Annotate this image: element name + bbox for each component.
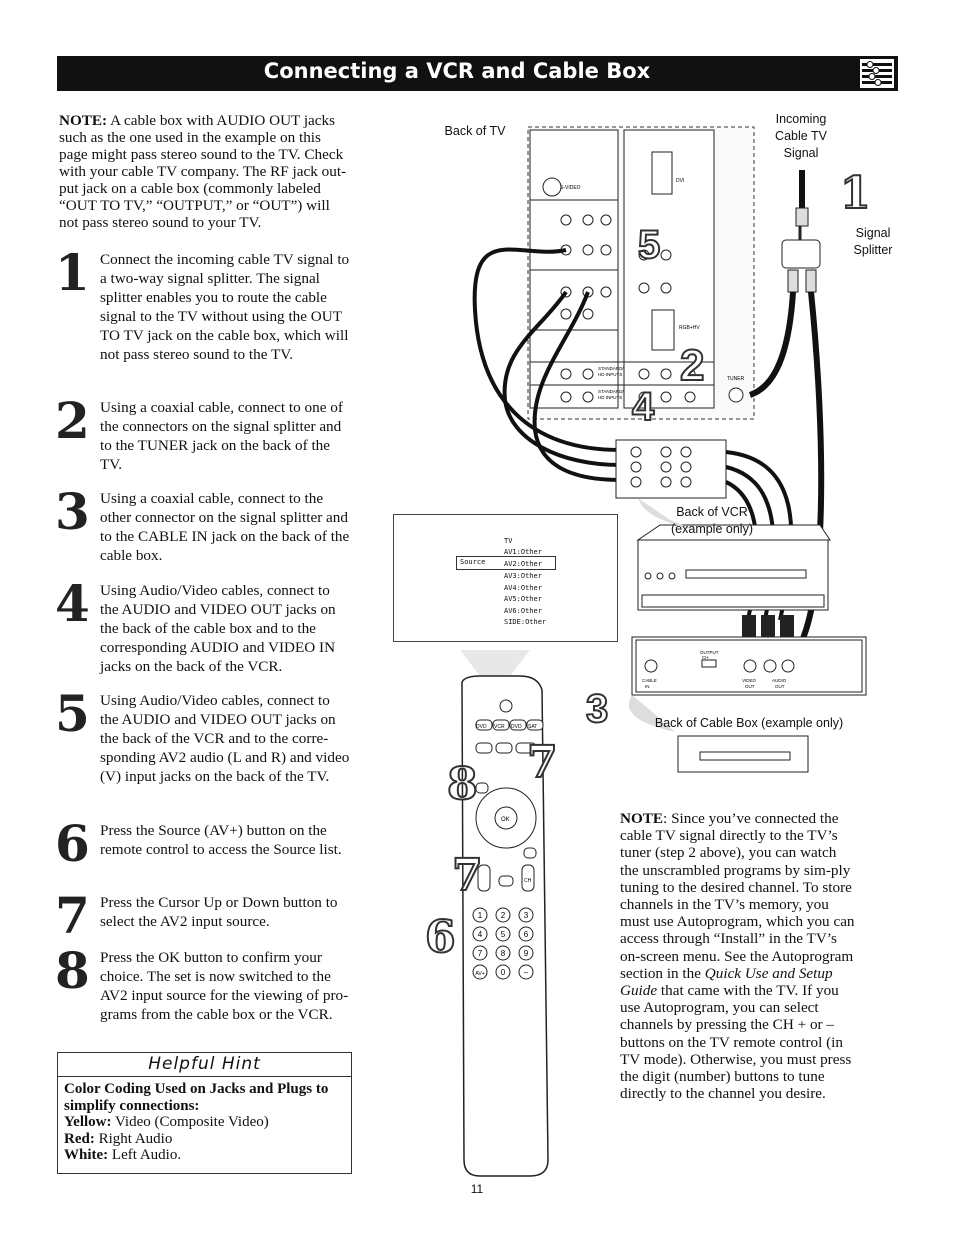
- keypad-label: 0: [500, 968, 506, 977]
- hint-value: Video (Composite Video): [114, 1114, 269, 1130]
- keypad-button-3[interactable]: [519, 908, 533, 922]
- svg-text:AUDIO: AUDIO: [772, 678, 787, 683]
- hint-key: White:: [64, 1147, 109, 1163]
- keypad-label: 1: [477, 911, 483, 920]
- callout-1: 1: [840, 168, 871, 219]
- keypad-label: 7: [477, 949, 483, 958]
- source-item[interactable]: AV5:Other: [504, 595, 542, 603]
- svg-text:OUT: OUT: [745, 684, 755, 689]
- keypad-label: 8: [500, 949, 506, 958]
- step-number: 5: [55, 684, 90, 743]
- keypad-button-av-plus[interactable]: [473, 965, 487, 979]
- back-of-cable-box-label: Back of Cable Box (example only): [654, 716, 844, 730]
- note-text: A cable box with AUDIO OUT jacks such as the one used in the example on this page might pass stereo sound to the TV. Check with your cable TV company. The RF jack out-put jack on a cable box (commonly labeled “OUT TO TV,” “OUTPUT,” or “OUT”) will not pass stereo sound to your TV.: [59, 112, 347, 231]
- keypad-button-1[interactable]: [473, 908, 487, 922]
- keypad-label: 4: [477, 930, 483, 939]
- svg-text:DVI: DVI: [676, 178, 685, 184]
- keypad-label: –: [523, 968, 529, 977]
- callout-8: 8: [447, 759, 478, 810]
- svg-text:VCR: VCR: [494, 724, 505, 730]
- intro-note: [59, 112, 347, 231]
- back-of-tv-label: Back of TV: [444, 124, 506, 138]
- cable-connector-icon: [860, 59, 894, 88]
- keypad-label: 9: [523, 949, 529, 958]
- svg-text:OUT: OUT: [775, 684, 785, 689]
- step-number: 1: [55, 243, 90, 302]
- hint-key: Red:: [64, 1130, 95, 1147]
- remote-keypad: [470, 903, 542, 1003]
- step-text: Using a coaxial cable, connect to one of the connectors on the signal splitter and to the TUNER jack on the back of the TV.: [100, 399, 343, 473]
- callout-7-lower: 7: [452, 850, 483, 901]
- note-label: NOTE:: [59, 112, 108, 129]
- source-item[interactable]: SIDE:Other: [504, 618, 547, 626]
- autoprogram-note: [620, 810, 856, 1102]
- svg-text:CABLE: CABLE: [642, 678, 657, 683]
- step-text: Press the Source (AV+) button on the remote control to access the Source list.: [100, 822, 342, 858]
- svg-text:RGB+HV: RGB+HV: [679, 325, 700, 331]
- s-video-jack: [543, 178, 561, 196]
- source-menu-label: Source: [460, 558, 486, 566]
- step-number: 3: [55, 482, 90, 541]
- hint-value: Left Audio.: [111, 1147, 182, 1163]
- step-text: Press the Cursor Up or Down button to select the AV2 input source.: [100, 894, 338, 930]
- note2-guide-title: Quick Use and Setup Guide: [620, 964, 833, 1000]
- rgb-hv-jack: [652, 310, 674, 350]
- keypad-button-9[interactable]: [519, 946, 533, 960]
- menu-button: [524, 848, 536, 858]
- keypad-button-5[interactable]: [496, 927, 510, 941]
- callout-2: 2: [680, 341, 705, 390]
- signal-splitter-label: Signal Splitter: [853, 226, 893, 257]
- source-item[interactable]: AV4:Other: [504, 584, 542, 592]
- coax-cable-to-tv: [750, 292, 793, 395]
- step-number: 8: [55, 941, 90, 1000]
- step-text: Connect the incoming cable TV signal to a two-way signal splitter. The signal splitter enables you to route the cable signal to the TV without using the OUT TO TV jack on the cable box, which will not pass stereo sound to the TV.: [100, 251, 350, 363]
- step-number: 2: [55, 391, 90, 450]
- page-number: 11: [470, 1182, 484, 1196]
- mute-button: [499, 876, 513, 886]
- power-button: [500, 700, 512, 712]
- keypad-label: 2: [500, 911, 506, 920]
- keypad-button-6[interactable]: [519, 927, 533, 941]
- callout-5: 5: [638, 223, 661, 267]
- step-number: 6: [55, 814, 90, 873]
- step-number: 4: [55, 574, 90, 633]
- hint-value: Right Audio: [98, 1130, 173, 1147]
- incoming-signal-label: Incoming Cable TV Signal: [775, 112, 827, 160]
- keypad-button-4[interactable]: [473, 927, 487, 941]
- svg-text:DVD: DVD: [511, 724, 522, 730]
- step-text: Using Audio/Video cables, connect to the AUDIO and VIDEO OUT jacks on the back of the cable box and to the corresponding AUDIO and VIDEO IN jacks on the back of the VCR.: [100, 582, 336, 675]
- note2-label: NOTE: [620, 810, 664, 827]
- signal-splitter: [782, 240, 820, 268]
- source-item[interactable]: AV3:Other: [504, 572, 542, 580]
- callout-4: 4: [632, 385, 655, 429]
- svg-text:STANDARD/: STANDARD/: [598, 366, 624, 371]
- step-text: Using Audio/Video cables, connect to the AUDIO and VIDEO OUT jacks on the back of the VCR and to the corre-sponding AV2 audio (L and R) and video (V) input jacks on the back of the TV.: [100, 692, 350, 785]
- hint-lead: Color Coding Used on Jacks and Plugs to simplify connections:: [64, 1081, 329, 1114]
- svg-text:HD INPUTS: HD INPUTS: [598, 395, 623, 400]
- callout-6: 6: [425, 912, 456, 963]
- svg-text:CH: CH: [702, 655, 709, 660]
- svg-text:OUTPUT: OUTPUT: [700, 650, 719, 655]
- svg-text:TUNER: TUNER: [727, 376, 745, 382]
- keypad-button-7[interactable]: [473, 946, 487, 960]
- svg-text:HD INPUTS: HD INPUTS: [598, 372, 623, 377]
- dvi-jack: [652, 152, 672, 194]
- callout-3: 3: [586, 687, 609, 731]
- keypad-button-8[interactable]: [496, 946, 510, 960]
- page-title: Connecting a VCR and Cable Box: [263, 59, 651, 83]
- source-menu-screen: [393, 514, 618, 642]
- keypad-button-0[interactable]: [496, 965, 510, 979]
- keypad-label: 3: [523, 911, 529, 920]
- svg-text:IN: IN: [645, 684, 650, 689]
- hint-heading: Helpful Hint: [58, 1053, 351, 1077]
- hint-key: Yellow:: [64, 1114, 112, 1130]
- title-bar: [57, 56, 898, 91]
- helpful-hint-box: [57, 1052, 352, 1174]
- svg-text:VIDEO: VIDEO: [742, 678, 757, 683]
- svg-text:SAT: SAT: [528, 724, 538, 730]
- note2-text: : Since you’ve connected the cable TV signal directly to the TV’s tuner (step 2 above), you can watch the unscrambled programs by sim-ply tuning to the desired channel. To store channels in the TV’s memory, you must use Autoprogram, which you can access through “Install” in the TV’s on-screen menu. See the Autoprogram section in the: [620, 810, 855, 982]
- clear-button: [476, 783, 488, 793]
- source-item[interactable]: TV: [504, 537, 513, 545]
- source-item-selected[interactable]: AV2:Other: [504, 560, 542, 568]
- callout-7: 7: [527, 737, 558, 788]
- back-of-vcr-label: Back of VCR (example only): [671, 505, 753, 536]
- keypad-label: 5: [500, 930, 506, 939]
- step-text: Using a coaxial cable, connect to the other connector on the signal splitter and to the CABLE IN jack on the back of the cable box.: [100, 490, 350, 564]
- svg-text:S-VIDEO: S-VIDEO: [560, 185, 581, 191]
- step-text: Press the OK button to confirm your choice. The set is now switched to the AV2 input source for the viewing of pro-grams from the cable box or the VCR.: [100, 949, 349, 1023]
- source-item[interactable]: AV1:Other: [504, 548, 542, 556]
- select-button: [496, 743, 512, 753]
- svg-text:OK: OK: [501, 817, 510, 823]
- step-number: 7: [55, 886, 90, 945]
- note2-text-end: that came with the TV. If you use Autoprogram, you can select channels by pressing the CH + or – buttons on the TV remote control (in TV mode). Otherwise, you must press the digit (number) buttons to tune directly to the channel you desire.: [620, 982, 852, 1103]
- keypad-button-dash[interactable]: [519, 965, 533, 979]
- info-button: [476, 743, 492, 753]
- svg-text:CH: CH: [524, 878, 532, 884]
- keypad-label: 6: [523, 930, 529, 939]
- keypad-label: AV+: [475, 971, 485, 977]
- svg-text:STANDARD/: STANDARD/: [598, 389, 624, 394]
- svg-text:DVD: DVD: [476, 724, 487, 730]
- keypad-button-2[interactable]: [496, 908, 510, 922]
- source-item[interactable]: AV6:Other: [504, 607, 542, 615]
